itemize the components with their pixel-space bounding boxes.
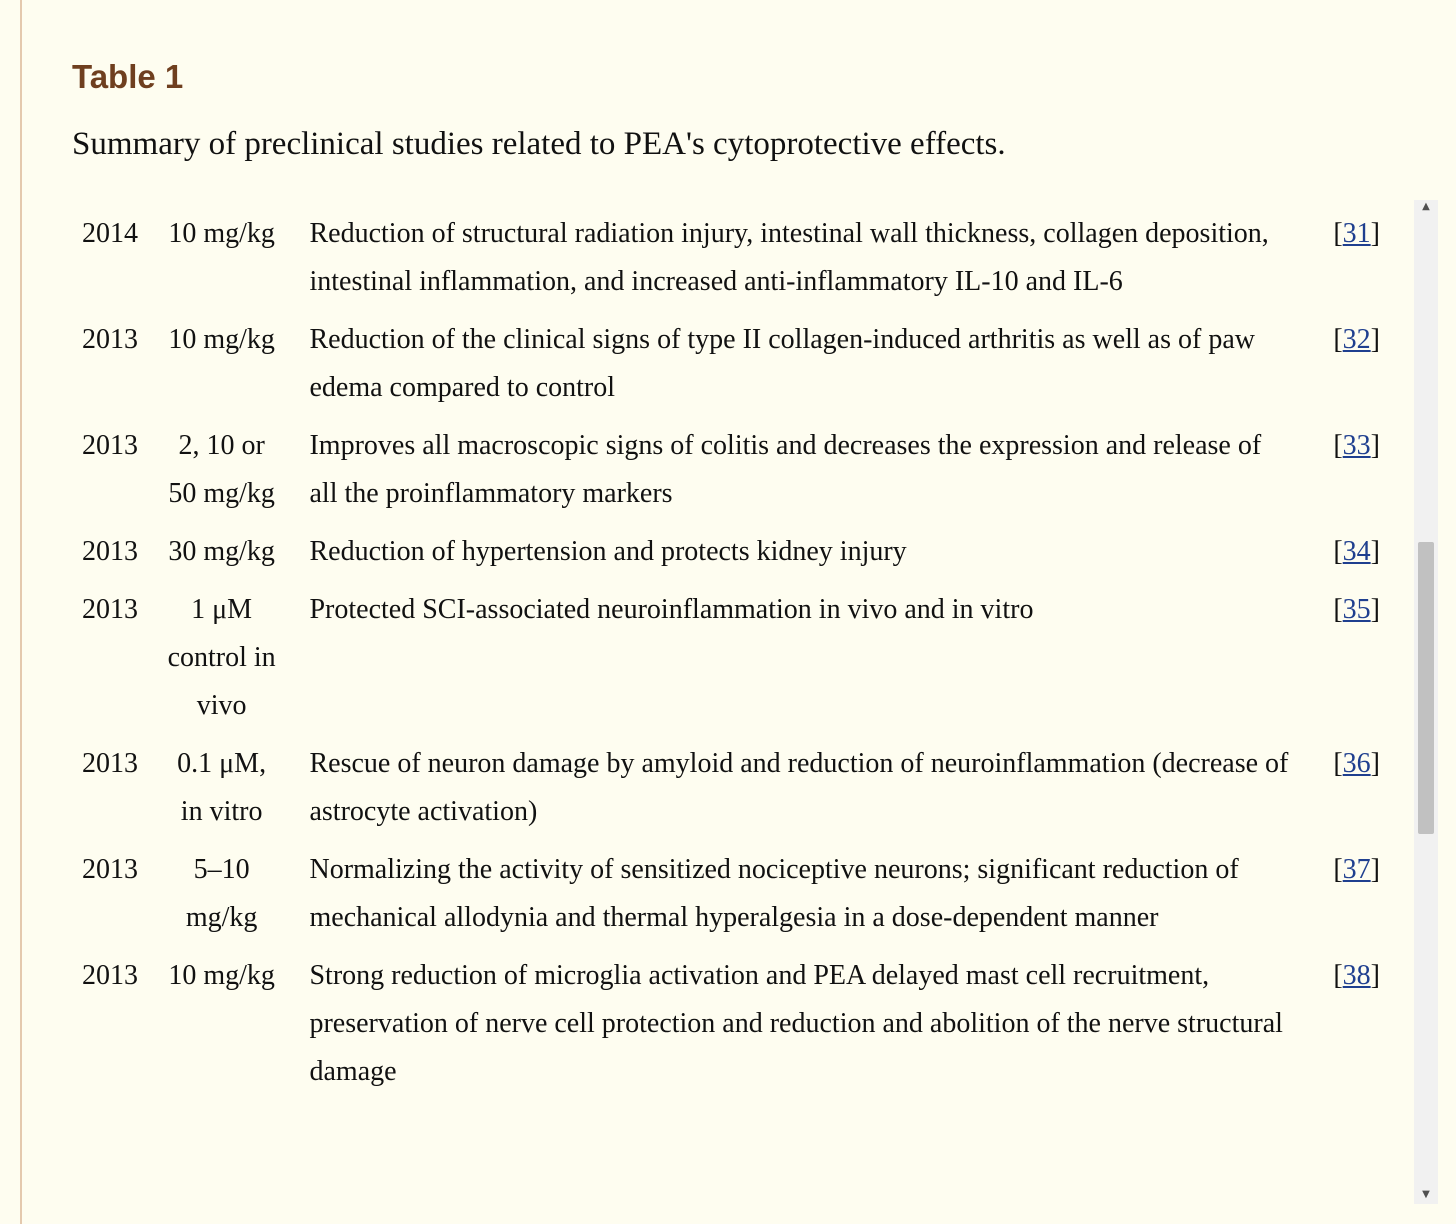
reference-cell: [32] — [1333, 324, 1380, 355]
dose-cell: 5–10 mg/kg — [185, 854, 258, 933]
table-caption: Summary of preclinical studies related to PEA's cytoprotective effects. — [72, 126, 1006, 162]
table-row — [60, 412, 1380, 518]
effect-cell: Rescue of neuron damage by amyloid and reduction of neuroinflammation (decrease of astrocyte activation) — [309, 748, 1289, 827]
dose-cell: 2, 10 or 50 mg/kg — [168, 430, 275, 509]
dose-cell: 0.1 μM, in vitro — [177, 748, 267, 827]
reference-link[interactable]: 36 — [1342, 748, 1371, 779]
reference-link[interactable]: 35 — [1342, 594, 1371, 625]
year-cell: 2013 — [82, 960, 138, 991]
reference-link[interactable]: 37 — [1342, 854, 1371, 885]
scrollbar-thumb[interactable] — [1418, 542, 1434, 834]
table-row — [60, 836, 1380, 942]
table-row — [60, 518, 1380, 576]
reference-link[interactable]: 31 — [1342, 218, 1371, 249]
table-row — [60, 576, 1380, 730]
reference-link[interactable]: 34 — [1342, 536, 1371, 567]
reference-cell: [33] — [1333, 430, 1380, 461]
left-border-rule — [20, 0, 22, 1224]
effect-cell: Reduction of the clinical signs of type II collagen-induced arthritis as well as of paw edema compared to control — [309, 324, 1255, 403]
effect-cell: Strong reduction of microglia activation and PEA delayed mast cell recruitment, preservation of nerve cell protection and reduction and abolition of the nerve structural damage — [309, 960, 1283, 1087]
table-row — [60, 306, 1380, 412]
dose-cell: 10 mg/kg — [168, 218, 275, 249]
year-cell: 2014 — [82, 218, 138, 249]
effect-cell: Normalizing the activity of sensitized nociceptive neurons; significant reduction of mechanical allodynia and thermal hyperalgesia in a dose-dependent manner — [309, 854, 1239, 933]
reference-link[interactable]: 32 — [1342, 324, 1371, 355]
dose-cell: 30 mg/kg — [168, 536, 275, 567]
effect-cell: Protected SCI-associated neuroinflammation in vivo and in vitro — [309, 594, 1034, 625]
table-label: Table 1 — [72, 58, 184, 95]
reference-cell: [35] — [1333, 594, 1380, 625]
scroll-up-arrow-icon[interactable]: ▲ — [1422, 201, 1430, 212]
year-cell: 2013 — [82, 430, 138, 461]
effect-cell: Reduction of hypertension and protects kidney injury — [309, 536, 907, 567]
effect-cell: Improves all macroscopic signs of colitis and decreases the expression and release of all the proinflammatory markers — [309, 430, 1262, 509]
scroll-down-arrow-icon[interactable]: ▼ — [1422, 1189, 1430, 1200]
reference-link[interactable]: 38 — [1342, 960, 1371, 991]
table-row — [60, 730, 1380, 836]
year-cell: 2013 — [82, 748, 138, 779]
table-scroll-region[interactable] — [60, 200, 1412, 1224]
reference-cell: [38] — [1333, 960, 1380, 991]
table-row — [60, 942, 1380, 1096]
dose-cell: 10 mg/kg — [168, 960, 275, 991]
studies-table — [60, 200, 1380, 1096]
reference-cell: [34] — [1333, 536, 1380, 567]
year-cell: 2013 — [82, 854, 138, 885]
year-cell: 2013 — [82, 324, 138, 355]
year-cell: 2013 — [82, 536, 138, 567]
table-row — [60, 200, 1380, 306]
effect-cell: Reduction of structural radiation injury, intestinal wall thickness, collagen deposition, intestinal inflammation, and increased anti-inflammatory IL-10 and IL-6 — [309, 218, 1269, 297]
reference-cell: [31] — [1333, 218, 1380, 249]
dose-cell: 1 μM control in vivo — [167, 594, 276, 721]
dose-cell: 10 mg/kg — [168, 324, 275, 355]
reference-cell: [36] — [1333, 748, 1380, 779]
reference-cell: [37] — [1333, 854, 1380, 885]
reference-link[interactable]: 33 — [1342, 430, 1371, 461]
year-cell: 2013 — [82, 594, 138, 625]
